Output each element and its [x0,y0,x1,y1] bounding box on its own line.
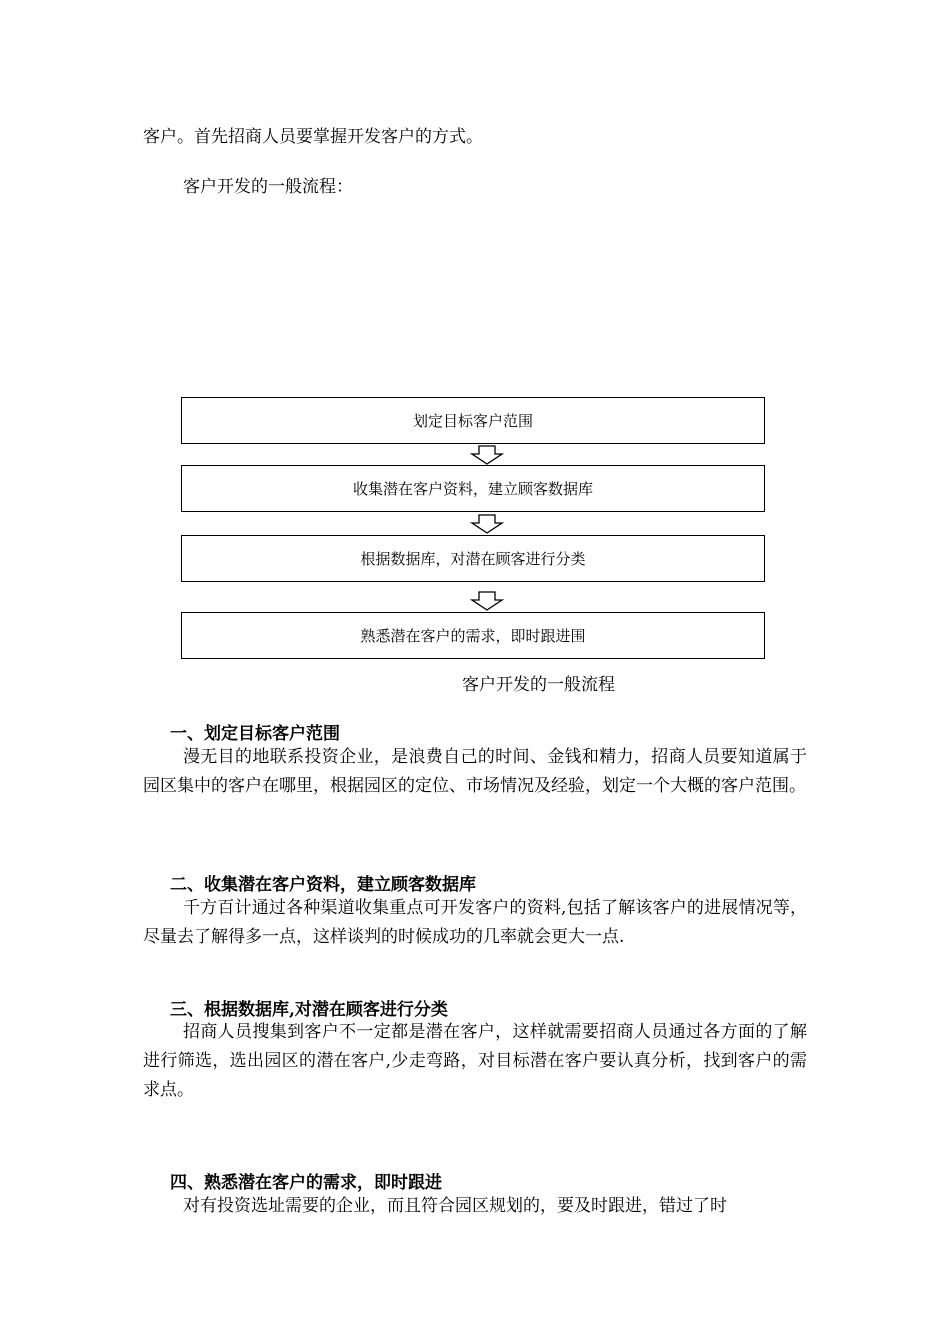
section-heading: 二、收集潜在客户资料，建立顾客数据库 [170,875,476,895]
down-arrow-icon [470,591,504,611]
section-body: 对有投资选址需要的企业，而且符合园区规划的，要及时跟进，错过了时 [183,1196,727,1216]
flow-caption: 客户开发的一般流程 [462,675,615,695]
section-heading: 一、划定目标客户范围 [170,724,340,744]
section-heading: 三、根据数据库,对潜在顾客进行分类 [170,1000,448,1020]
flow-step-2: 收集潜在客户资料，建立顾客数据库 [181,465,765,512]
flow-step-3: 根据数据库，对潜在顾客进行分类 [181,535,765,582]
section-body: 漫无目的地联系投资企业，是浪费自己的时间、金钱和精力，招商人员要知道属于园区集中的客户在哪里，根据园区的定位、市场情况及经验，划定一个大概的客户范围。 [143,747,807,796]
intro-line-2: 客户开发的一般流程： [183,177,353,197]
down-arrow-icon [470,514,504,534]
section-heading: 四、熟悉潜在客户的需求，即时跟进 [170,1173,442,1193]
section-body: 招商人员搜集到客户不一定都是潜在客户，这样就需要招商人员通过各方面的了解进行筛选，选出园区的潜在客户,少走弯路，对目标潜在客户要认真分析，找到客户的需求点。 [143,1022,807,1100]
section-body: 千方百计通过各种渠道收集重点可开发客户的资料,包括了解该客户的进展情况等，尽量去了解得多一点，这样谈判的时候成功的几率就会更大一点. [143,898,807,947]
flow-step-1: 划定目标客户范围 [181,397,765,444]
intro-line-1: 客户。首先招商人员要掌握开发客户的方式。 [143,127,483,147]
flow-step-4: 熟悉潜在客户的需求，即时跟进围 [181,612,765,659]
down-arrow-icon [470,445,504,465]
